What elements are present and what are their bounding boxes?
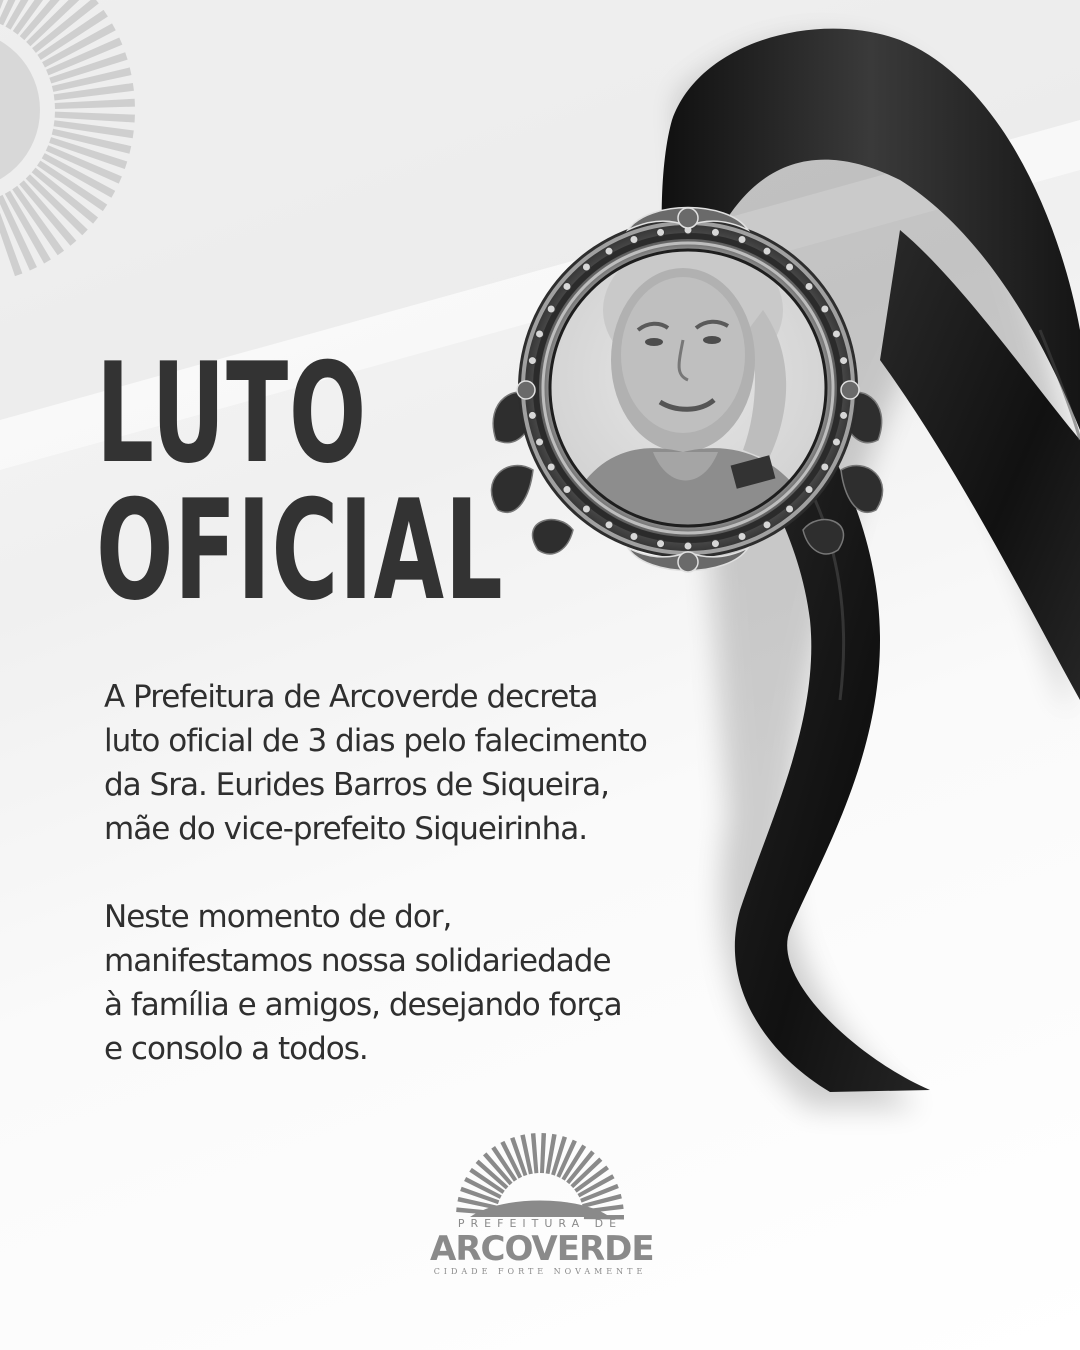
frame-bead [582,263,590,271]
frame-bead [738,532,746,540]
frame-bead [711,540,719,548]
frame-bead [786,505,794,513]
frame-bead [763,521,771,529]
announcement-line: mãe do vice-prefeito Siqueirinha. [104,811,588,847]
announcement-line: luto oficial de 3 dias pelo falecimento [104,723,647,759]
portrait-frame [478,190,898,590]
frame-bead [536,330,544,338]
prefeitura-logo [430,1125,654,1285]
frame-bead [821,463,829,471]
frame-bead [605,521,613,529]
frame-bead [547,463,555,471]
condolence-line: Neste momento de dor, [104,899,452,935]
frame-bead [832,438,840,446]
logo-ray [540,1133,546,1173]
logo-main-text: ARCOVERDE [430,1229,654,1269]
heading-line-1: LUTO [96,333,367,494]
frame-bead [805,486,813,494]
condolence-line: e consolo a todos. [104,1031,368,1067]
frame-bead [528,411,536,419]
heading-line-2: OFICIAL [96,470,504,631]
frame-bead [738,236,746,244]
logo-top-text: PREFEITURA DE [457,1217,623,1230]
announcement-line: da Sra. Eurides Barros de Siqueira, [104,767,610,803]
frame-bead [840,357,848,365]
frame-bead [657,228,665,236]
frame-bead [805,282,813,290]
logo-ray [531,1133,539,1173]
frame-bead [563,486,571,494]
condolence-line: à família e amigos, desejando força [104,987,622,1023]
announcement-line: A Prefeitura de Arcoverde decreta [104,679,598,715]
frame-bead [657,540,665,548]
ornate-oval-frame-icon [478,190,898,590]
condolence-line: manifestamos nossa solidariedade [104,943,611,979]
frame-bead [763,247,771,255]
condolence-paragraph [104,895,744,1071]
frame-bead [547,305,555,313]
frame-bead [711,228,719,236]
frame-bead [832,330,840,338]
frame-bead [536,438,544,446]
frame-bead [630,236,638,244]
frame-bead [684,542,692,550]
frame-bead [840,411,848,419]
frame-bead [630,532,638,540]
frame-bead [582,505,590,513]
logo-slogan: CIDADE FORTE NOVAMENTE [433,1267,647,1276]
sunburst-logo-icon [430,1125,650,1225]
frame-bead [563,282,571,290]
frame-bead [821,305,829,313]
frame-bead [528,357,536,365]
announcement-paragraph [104,675,744,851]
frame-bead [605,247,613,255]
frame-bead [786,263,794,271]
